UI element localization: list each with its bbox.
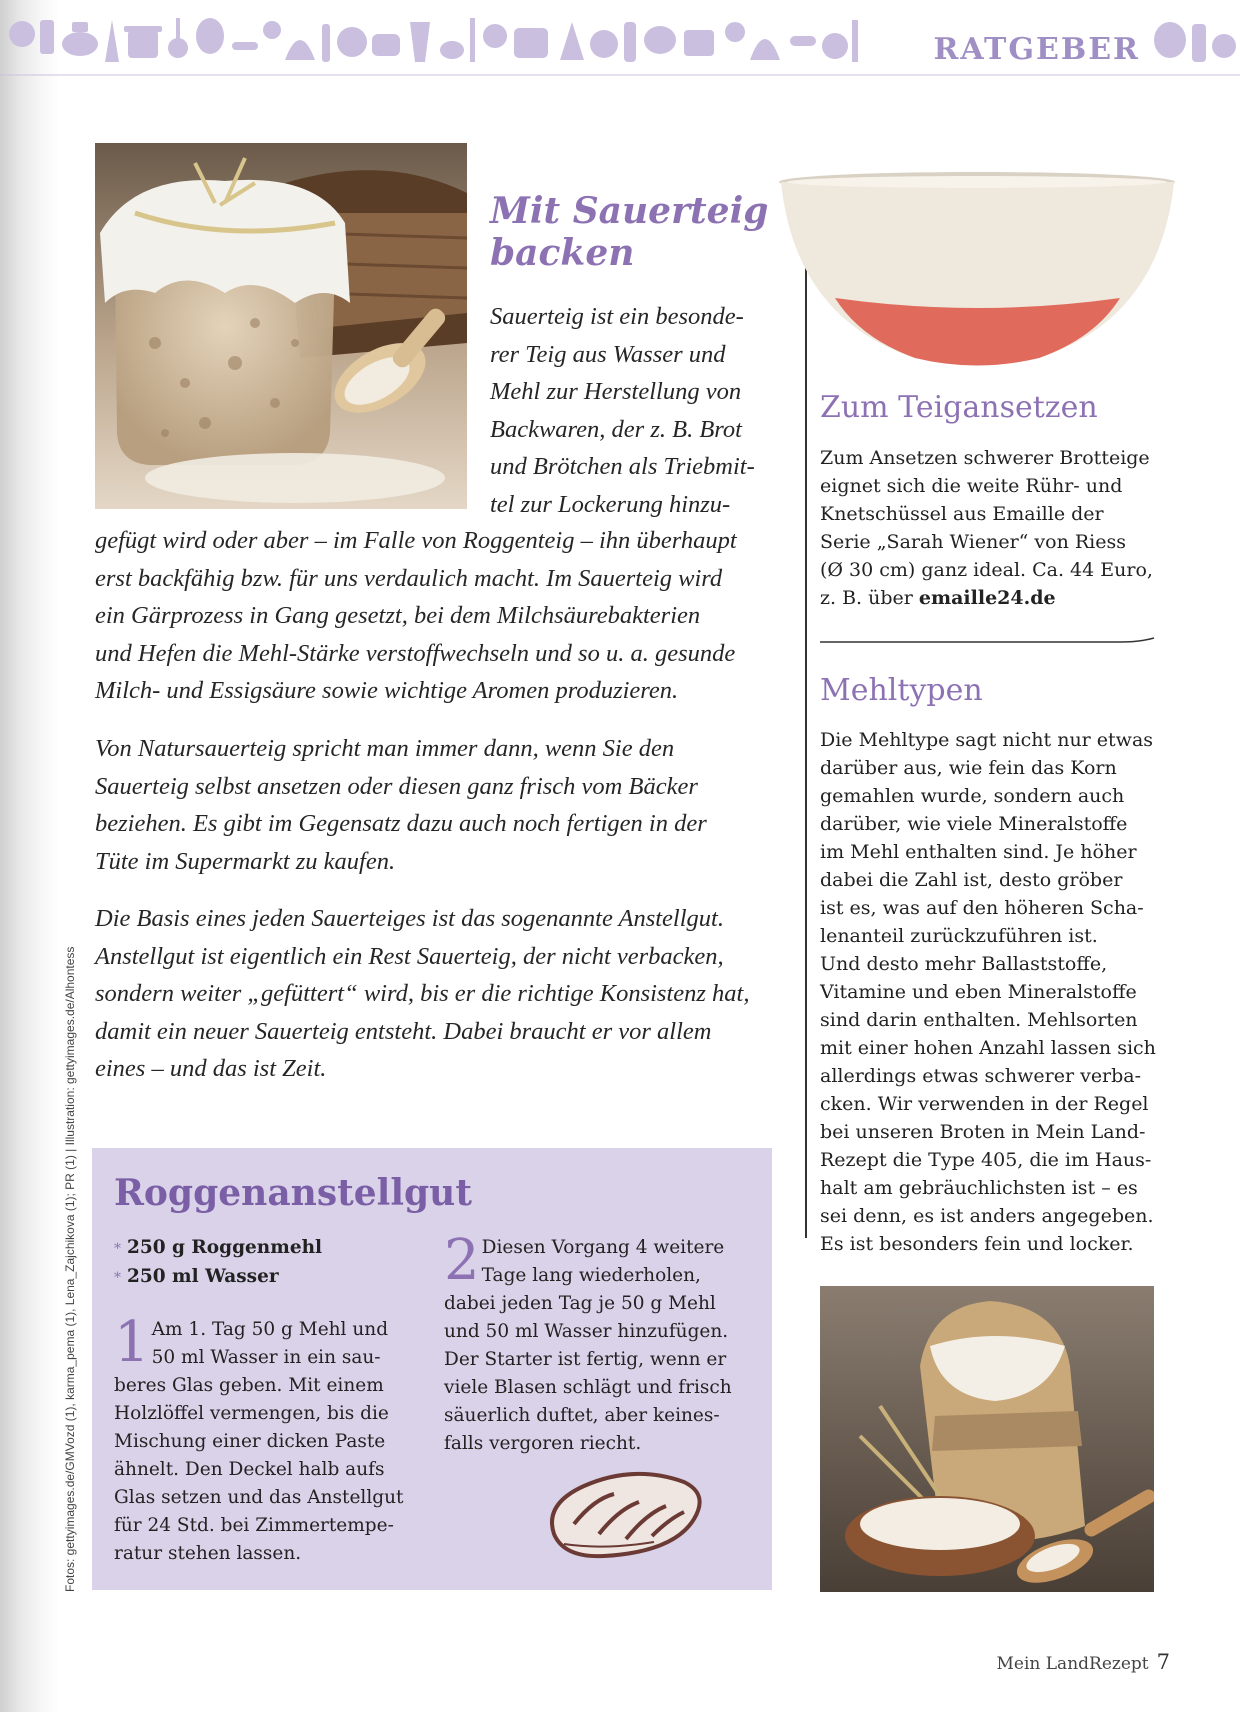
step-text (114, 1310, 414, 1568)
ingredient-item (114, 1234, 322, 1263)
text-line: Serie „Sarah Wiener“ von Riess (820, 531, 1126, 553)
text-line: für 24 Std. bei Zimmertempe- (114, 1515, 394, 1536)
text-line: säuerlich duftet, aber keines- (444, 1405, 720, 1426)
text-line: Milch- und Essigsäure sowie wichtige Aromen produzieren. (95, 677, 679, 704)
text-line: ein Gärprozess in Gang gesetzt, bei dem Milchsäurebakterien (95, 602, 701, 629)
sidebar-rule (805, 238, 807, 1238)
text-line: dabei die Zahl ist, desto gröber (820, 869, 1123, 891)
bowl-heading: Zum Teigansetzen (820, 390, 1098, 425)
text-line: Am 1. Tag 50 g Mehl und (151, 1319, 389, 1340)
text-line: Von Natursauerteig spricht man immer dann, wenn Sie den (95, 735, 675, 762)
ingredient-item (114, 1263, 322, 1292)
recipe-step-2 (444, 1228, 754, 1458)
text-line: Glas setzen und das Anstellgut (114, 1487, 404, 1508)
bowl-text (820, 444, 1160, 612)
text-line: viele Blasen schlägt und frisch (444, 1377, 732, 1398)
text-line: lenanteil zurückzuführen ist. (820, 925, 1098, 947)
sourdough-jar-photo (95, 143, 467, 509)
shop-link[interactable]: emaille24.de (918, 587, 1056, 609)
text-line: im Mehl enthalten sind. Je höher (820, 841, 1137, 863)
text-line: bei unseren Broten in Mein Land- (820, 1121, 1146, 1143)
text-line: Backwaren, der z. B. Brot (490, 415, 742, 443)
text-line: allerdings etwas schwerer verba- (820, 1065, 1142, 1087)
recipe-box (92, 1148, 772, 1590)
text-line: Tüte im Supermarkt zu kaufen. (95, 847, 396, 875)
text-line: gemahlen wurde, sondern auch (820, 785, 1125, 807)
text-line: (Ø 30 cm) ganz ideal. Ca. 44 Euro, (820, 559, 1153, 581)
text-line: mit einer hohen Anzahl lassen sich (820, 1037, 1156, 1059)
text-line: eines – und das ist Zeit. (95, 1055, 327, 1082)
text-line: Anstellgut ist eigentlich ein Rest Sauerteig, der nicht verbacken, (95, 942, 724, 970)
text-line: darüber, wie viele Mineralstoffe (820, 813, 1128, 835)
text-line: darüber aus, wie fein das Korn (820, 757, 1117, 779)
text-line: beziehen. Es gibt im Gegensatz dazu auch noch fertigen in der (95, 810, 707, 837)
article-lead-right (490, 298, 770, 523)
text-line: halt am gebräuchlichsten ist – es (820, 1177, 1138, 1199)
article-title: Mit Sauerteig backen (490, 190, 769, 274)
text-line: cken. Wir verwenden in der Regel (820, 1093, 1149, 1115)
text-line: ratur stehen lassen. (114, 1543, 302, 1564)
text-line: Tage lang wiederholen, (481, 1265, 701, 1286)
text-line: Und desto mehr Ballaststoffe, (820, 953, 1108, 975)
asterisk-icon: * (114, 1270, 121, 1286)
text-line: Sauerteig ist ein besonde- (490, 303, 744, 330)
page-spine-shadow (0, 0, 60, 1712)
ingredient-text: 250 g Roggenmehl (127, 1237, 323, 1258)
section-label: RATGEBER (925, 32, 1148, 67)
text-line: erst backfähig bzw. für uns verdaulich macht. Im Sauerteig wird (95, 564, 723, 592)
text-line: Rezept die Type 405, die im Haus- (820, 1149, 1152, 1171)
article-paragraph-3 (95, 900, 770, 1088)
text-line: ähnelt. Den Deckel halb aufs (114, 1459, 385, 1480)
ingredient-text: 250 ml Wasser (127, 1266, 279, 1287)
text-line: dabei jeden Tag je 50 g Mehl (444, 1293, 716, 1314)
text-line: Mischung einer dicken Paste (114, 1431, 386, 1452)
text-line: Es ist besonders fein und locker. (820, 1233, 1134, 1255)
text-line: beres Glas geben. Mit einem (114, 1375, 384, 1396)
article-lead-full (95, 522, 770, 710)
recipe-title: Roggenanstellgut (114, 1172, 472, 1214)
asterisk-icon: * (114, 1241, 121, 1257)
text-line: Knetschüssel aus Emaille der (820, 503, 1104, 525)
text-line: Diesen Vorgang 4 weitere (481, 1237, 725, 1258)
text-line: Sauerteig selbst ansetzen oder diesen ganz frisch vom Bäcker (95, 772, 698, 800)
text-line: eignet sich die weite Rühr- und (820, 475, 1123, 497)
step-number: 2 (444, 1228, 480, 1293)
text-line: Mehl zur Herstellung von (490, 378, 742, 405)
bread-loaf-icon (544, 1464, 704, 1564)
flour-heading: Mehltypen (820, 673, 983, 708)
text-line: falls vergoren riecht. (444, 1433, 642, 1454)
text-line: rer Teig aus Wasser und (490, 340, 726, 368)
text-line: tel zur Lockerung hinzu- (490, 490, 731, 518)
recipe-step-1 (114, 1310, 414, 1568)
ingredient-list (114, 1234, 322, 1292)
article-paragraph-2 (95, 730, 770, 880)
text-line: Zum Ansetzen schwerer Brotteige (820, 447, 1150, 469)
header-banner (0, 0, 1240, 92)
flour-sack-photo (820, 1286, 1154, 1592)
page-number: 7 (1156, 1650, 1170, 1674)
text-line: Die Basis eines jeden Sauerteiges ist das sogenannte Anstellgut. (95, 905, 724, 932)
divider-line (820, 636, 1155, 648)
text-line: Die Mehltype sagt nicht nur etwas (820, 729, 1154, 751)
text-line: 50 ml Wasser in ein sau- (151, 1347, 381, 1368)
magazine-name: Mein LandRezept (996, 1654, 1149, 1674)
text-line: und Brötchen als Triebmit- (490, 453, 755, 480)
text-line: ist es, was auf den höheren Scha- (820, 897, 1144, 919)
text-line: Der Starter ist fertig, wenn er (444, 1349, 727, 1370)
text-line: sind darin enthalten. Mehlsorten (820, 1009, 1138, 1031)
page-footer (997, 1650, 1170, 1674)
step-number: 1 (114, 1310, 150, 1375)
text-line: gefügt wird oder aber – im Falle von Roggenteig – ihn überhaupt (95, 527, 737, 554)
step-text (444, 1228, 754, 1458)
flour-text (820, 726, 1160, 1258)
text-line: z. B. über (820, 587, 919, 609)
photo-credit: Fotos: gettyimages.de/GMVozd (1), karma_pema (1), Lena_Zajchikova (1); PR (1) | Illustration: gettyimages.de/Alhontess (63, 946, 77, 1592)
enamel-bowl-photo (775, 168, 1180, 378)
text-line: sei denn, es ist anders angegeben. (820, 1205, 1154, 1227)
text-line: und 50 ml Wasser hinzufügen. (444, 1321, 729, 1342)
text-line: Holzlöffel vermengen, bis die (114, 1403, 389, 1424)
text-line: damit ein neuer Sauerteig entsteht. Dabei braucht er vor allem (95, 1017, 712, 1045)
text-line: Vitamine und eben Mineralstoffe (820, 981, 1137, 1003)
text-line: und Hefen die Mehl-Stärke verstoffwechseln und so u. a. gesunde (95, 639, 736, 667)
text-line: sondern weiter „gefüttert“ wird, bis er die richtige Konsistenz hat, (95, 980, 750, 1007)
